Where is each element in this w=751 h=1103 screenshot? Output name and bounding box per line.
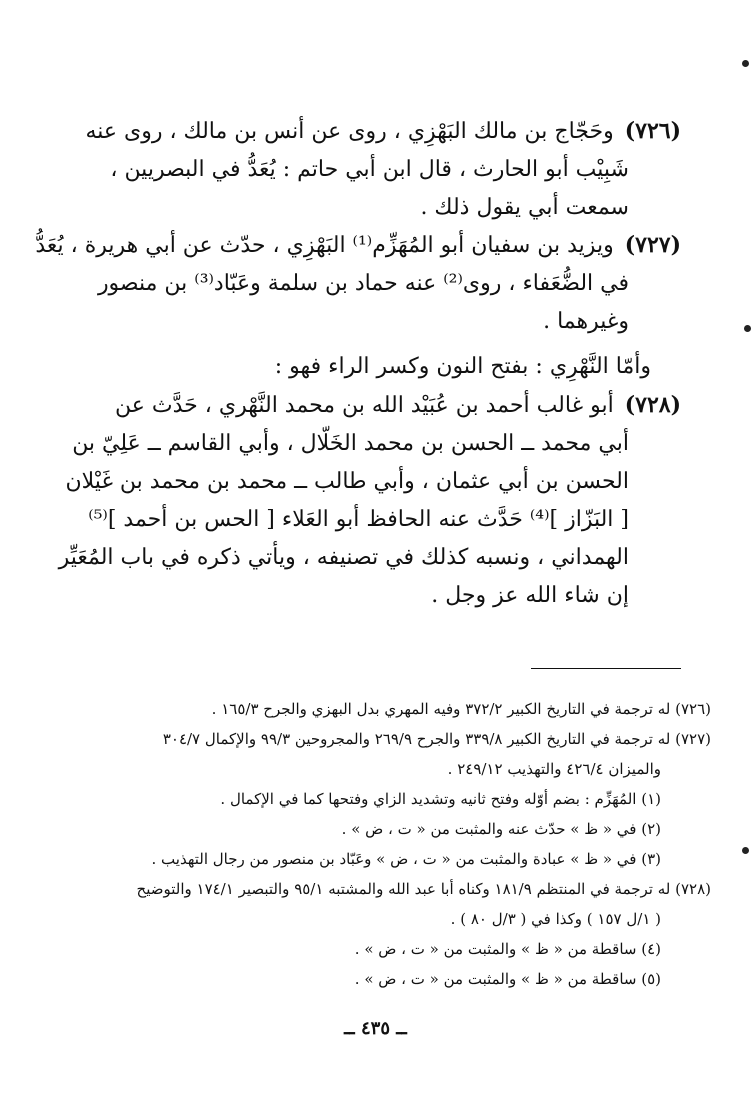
entry-line: شَبِيْب أبو الحارث ، قال ابن أبي حاتم : يُعَدُّ في البصريين ،: [110, 157, 629, 182]
scan-dot: [742, 847, 749, 854]
entry-line: وغيرهما .: [543, 309, 629, 334]
scan-dot: [744, 325, 751, 332]
footnote-sub: (١) المُهَزِّم : بضم أوّله وفتح ثانيه وتشديد الزاي وفتحها كما في الإكمال .: [220, 790, 661, 808]
entry-number: (٧٢٨): [624, 392, 681, 418]
entry-726: [85, 112, 681, 227]
entry-text: ويزيد بن سفيان أبو المُهَزِّم⁽¹⁾ البَهْزِي ، حدّث عن أبي هريرة ، يُعَدُّ: [35, 233, 614, 258]
entry-line: الهمداني ، ونسبه كذلك في تصنيفه ، ويأتي ذكره في باب المُعَيِّر: [58, 545, 629, 570]
section-subheading: وأمّا النَّهْرِي : بفتح النون وكسر الراء فهو :: [274, 354, 651, 379]
footnote-sub: (٥) ساقطة من « ظ » والمثبت من « ت ، ض » .: [354, 970, 661, 988]
footnote-continuation: ( ١/ل ١٥٧ ) وكذا في ( ٣/ل ٨٠ ) .: [450, 910, 661, 928]
footnote-continuation: والميزان ٤٢٦/٤ والتهذيب ٢٤٩/١٢ .: [447, 760, 661, 778]
entry-number: (٧٢٦): [624, 118, 681, 144]
entry-line: سمعت أبي يقول ذلك .: [420, 195, 629, 220]
footnote-separator: [531, 668, 681, 669]
footnote-main: (٧٢٦) له ترجمة في التاريخ الكبير ٣٧٢/٢ وفيه المهري بدل البهزي والجرح ١٦٥/٣ .: [211, 700, 711, 718]
entry-line: إن شاء الله عز وجل .: [431, 583, 629, 608]
footnote-sub: (٢) في « ظ » حدّث عنه والمثبت من « ت ، ض » .: [341, 820, 661, 838]
page-number: ــ ٤٣٥ ــ: [344, 1018, 407, 1039]
entry-number: (٧٢٧): [624, 232, 681, 258]
entry-line: [35, 226, 681, 265]
entry-line: في الضُّعَفاء ، روى⁽²⁾ عنه حماد بن سلمة وعَبّاد⁽³⁾ بن منصور: [97, 271, 629, 296]
entry-line: الحسن بن أبي عثمان ، وأبي طالب ــ محمد بن محمد بن غَيْلان: [65, 469, 629, 494]
entry-text: وحَجّاج بن مالك البَهْزِي ، روى عن أنس بن مالك ، روى عنه: [85, 119, 614, 144]
footnotes: [31, 694, 711, 994]
entry-text: أبو غالب أحمد بن عُبَيْد الله بن محمد النَّهْري ، حَدَّث عن: [115, 393, 614, 418]
scan-dot: [742, 60, 749, 67]
footnote-sub: (٤) ساقطة من « ظ » والمثبت من « ت ، ض » .: [354, 940, 661, 958]
entry-line: أبي محمد ــ الحسن بن محمد الخَلّال ، وأبي القاسم ــ عَلِيّ بن: [72, 431, 629, 456]
entry-line: [115, 386, 681, 425]
entry-728: [58, 386, 681, 615]
entry-727: [35, 226, 681, 341]
footnote-main: (٧٢٧) له ترجمة في التاريخ الكبير ٣٣٩/٨ والجرح ٢٦٩/٩ والمجروحين ٩٩/٣ والإكمال ٣٠٤/٧: [162, 730, 711, 748]
footnote-main: (٧٢٨) له ترجمة في المنتظم ١٨١/٩ وكناه أبا عبد الله والمشتبه ٩٥/١ والتبصير ١٧٤/١ والتوضيح: [136, 880, 711, 898]
entry-line: [ البَزّاز ]⁽⁴⁾ حَدَّث عنه الحافظ أبو العَلاء [ الحس بن أحمد ]⁽⁵⁾: [88, 507, 629, 532]
entry-line: [85, 112, 681, 151]
footnote-sub: (٣) في « ظ » عبادة والمثبت من « ت ، ض » وعَبّاد بن منصور من رجال التهذيب .: [151, 850, 661, 868]
